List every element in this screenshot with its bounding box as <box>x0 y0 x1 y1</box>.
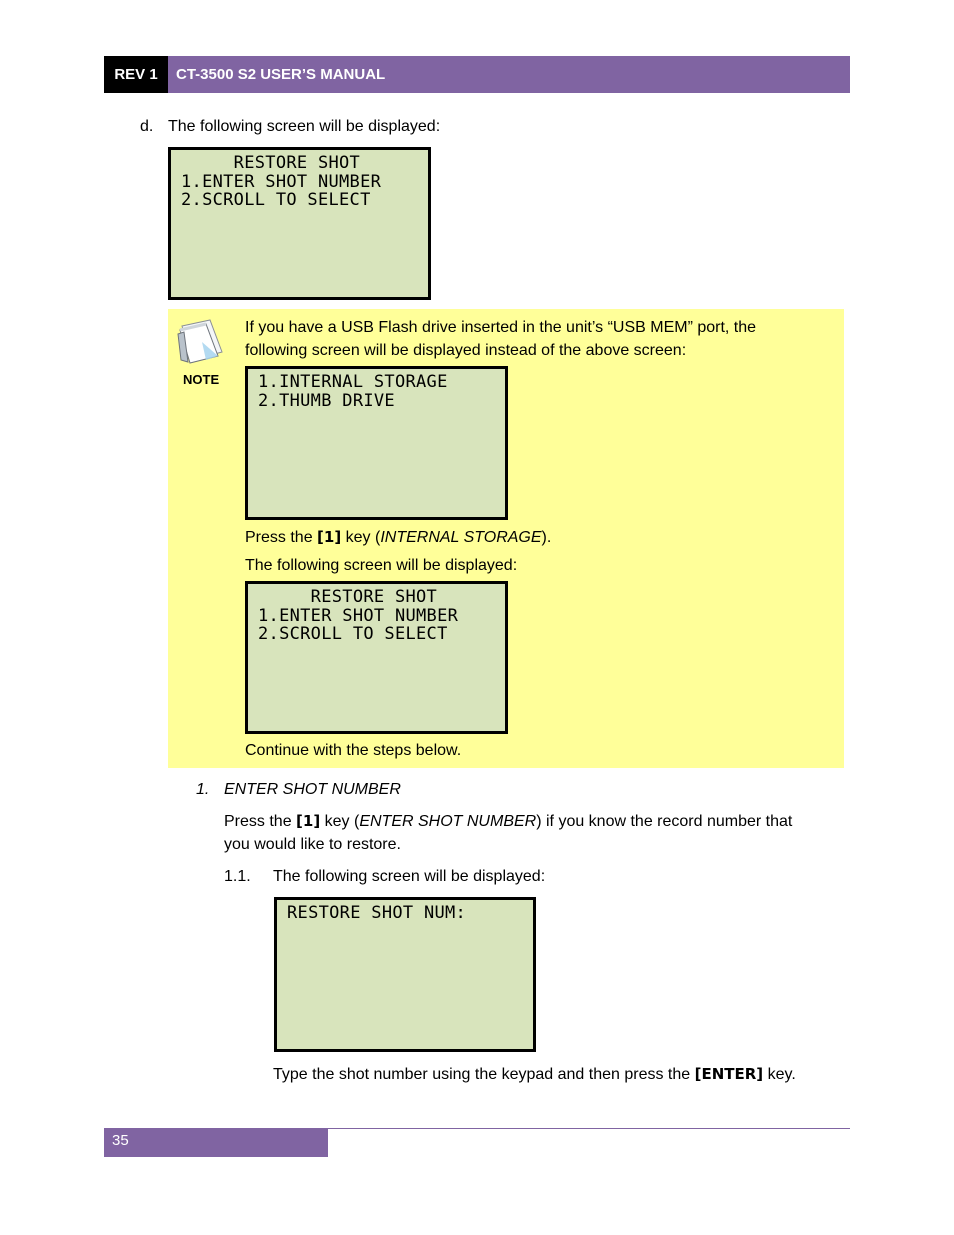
lcd-restore-shot-2 <box>245 581 508 734</box>
lcd-line: 1.ENTER SHOT NUMBER <box>258 605 459 626</box>
lcd-line: 2.SCROLL TO SELECT <box>258 624 448 644</box>
lcd-line: RESTORE SHOT <box>258 587 438 607</box>
page-header <box>104 56 850 93</box>
text-fragment: ). <box>541 529 552 546</box>
subsection-text: The following screen will be displayed: <box>273 868 546 885</box>
key-1-label: [1] <box>296 812 321 830</box>
notepad-icon <box>176 316 228 364</box>
section-title: ENTER SHOT NUMBER <box>224 781 401 798</box>
section-number: 1. <box>196 781 210 798</box>
manual-title: CT-3500 S2 USER’S MANUAL <box>168 56 850 93</box>
page-number: 35 <box>104 1128 328 1157</box>
press-internal-storage <box>245 526 551 549</box>
text-fragment: Press the <box>245 529 318 546</box>
enter-key-label: [ENTER] <box>694 1065 764 1083</box>
section-1-title <box>224 778 401 801</box>
text-fragment: Press the <box>224 813 297 830</box>
note-text-line1: If you have a USB Flash drive inserted in the unit’s “USB MEM” port, the <box>245 319 757 336</box>
type-shot-number-text <box>273 1063 796 1086</box>
lcd-line: 2.THUMB DRIVE <box>258 390 395 411</box>
lcd-storage-select <box>245 366 508 520</box>
text-fragment: key ( <box>341 529 381 546</box>
note-text-line2: following screen will be displayed instead of the above screen: <box>245 342 687 359</box>
option-name: INTERNAL STORAGE <box>380 529 542 546</box>
key-1-label: [1] <box>317 528 342 546</box>
lcd-restore-shot-num <box>274 897 536 1052</box>
note-label: NOTE <box>183 372 220 387</box>
lcd-line: RESTORE SHOT NUM: <box>287 903 467 923</box>
text-fragment: ) if you know the record number that <box>536 813 793 830</box>
lcd-line: RESTORE SHOT <box>181 153 361 173</box>
option-name: ENTER SHOT NUMBER <box>359 813 537 830</box>
lcd-line: 2.SCROLL TO SELECT <box>181 190 371 210</box>
step-d-text: The following screen will be displayed: <box>168 118 441 135</box>
press-line2: you would like to restore. <box>224 836 401 853</box>
section-1-number <box>196 778 209 801</box>
text-fragment: Type the shot number using the keypad and then press the <box>273 1066 695 1083</box>
text-fragment: key ( <box>320 813 360 830</box>
text-fragment: key. <box>763 1066 796 1083</box>
lcd-line: 1.INTERNAL STORAGE <box>258 372 448 392</box>
note-continue-text: Continue with the steps below. <box>245 742 462 759</box>
note-following-text: The following screen will be displayed: <box>245 557 518 574</box>
press-enter-shot-number <box>224 810 792 833</box>
subsection-number: 1.1. <box>224 868 251 885</box>
lcd-restore-shot <box>168 147 431 300</box>
revision-label: REV 1 <box>104 56 168 93</box>
lcd-line: 1.ENTER SHOT NUMBER <box>181 171 382 192</box>
step-d-marker: d. <box>140 118 154 135</box>
